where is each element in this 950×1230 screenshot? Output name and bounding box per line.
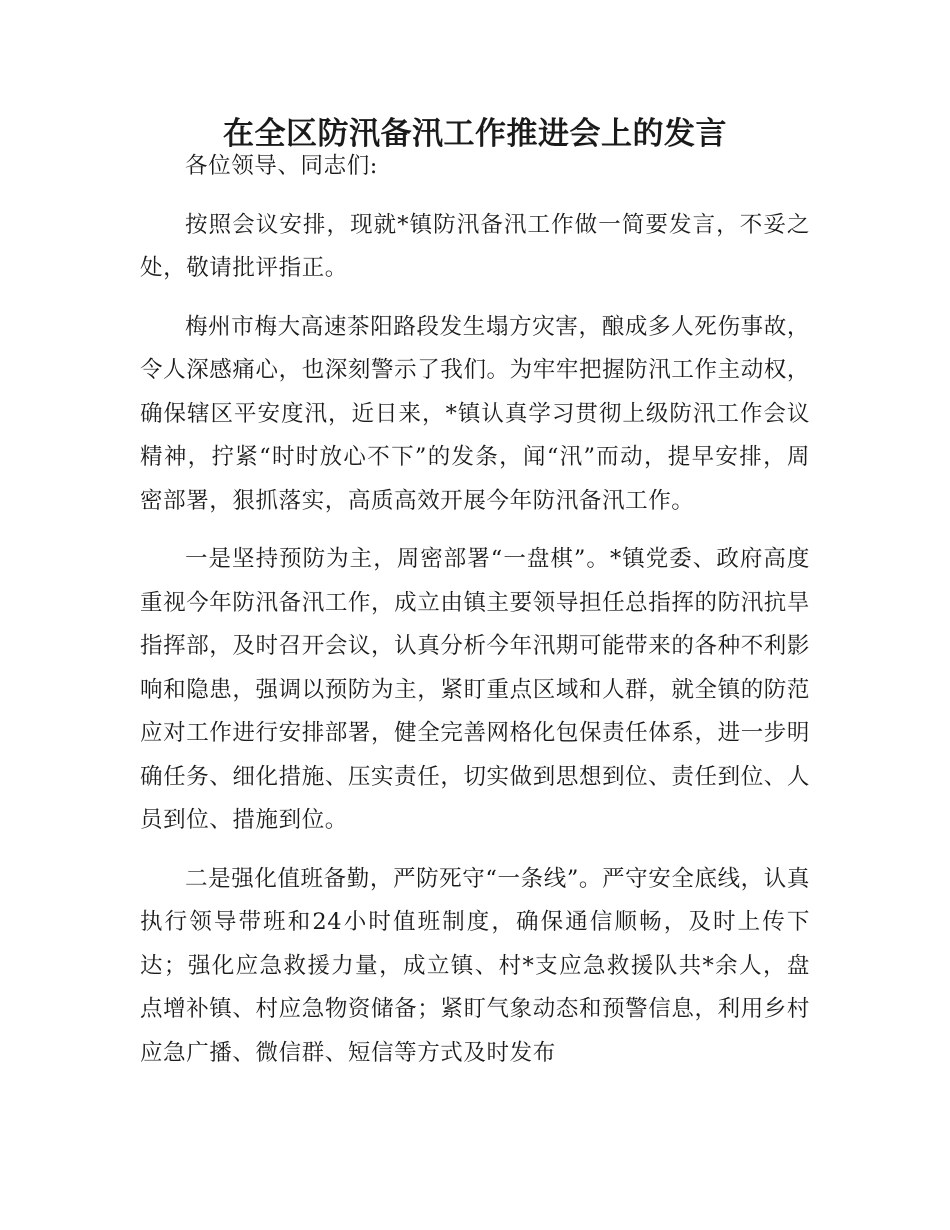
point-two-paragraph: 二是强化值班备勤，严防死守“一条线”。严守安全底线，认真执行领导带班和24小时值班制度，确保通信顺畅，及时上传下达；强化应急救援力量，成立镇、村*支应急救援队共*余人，盘点增补镇、村应急物资储备；紧盯气象动态和预警信息，利用乡村应急广播、微信群、短信等方式及时发布: [140, 865, 810, 1066]
point-one-paragraph: 一是坚持预防为主，周密部署“一盘棋”。*镇党委、政府高度重视今年防汛备汛工作，成立由镇主要领导担任总指挥的防汛抗旱指挥部，及时召开会议，认真分析今年汛期可能带来的各种不利影响和隐患，强调以预防为主，紧盯重点区域和人群，就全镇的防范应对工作进行安排部署，健全完善网格化包保责任体系，进一步明确任务、细化措施、压实责任，切实做到思想到位、责任到位、人员到位、措施到位。: [140, 546, 810, 833]
intro-paragraph: 按照会议安排，现就*镇防汛备汛工作做一简要发言，不妥之处，敬请批评指正。: [140, 211, 810, 281]
document-body: [140, 145, 810, 1075]
greeting-paragraph: 各位领导、同志们:: [185, 153, 378, 179]
document-title: 在全区防汛备汛工作推进会上的发言: [223, 116, 727, 152]
background-paragraph: 梅州市梅大高速茶阳路段发生塌方灾害，酿成多人死伤事故，令人深感痛心，也深刻警示了我们。为牢牢把握防汛工作主动权，确保辖区平安度汛，近日来，*镇认真学习贯彻上级防汛工作会议精神，拧紧“时时放心不下”的发条，闻“汛”而动，提早安排，周密部署，狠抓落实，高质高效开展今年防汛备汛工作。: [140, 313, 810, 514]
